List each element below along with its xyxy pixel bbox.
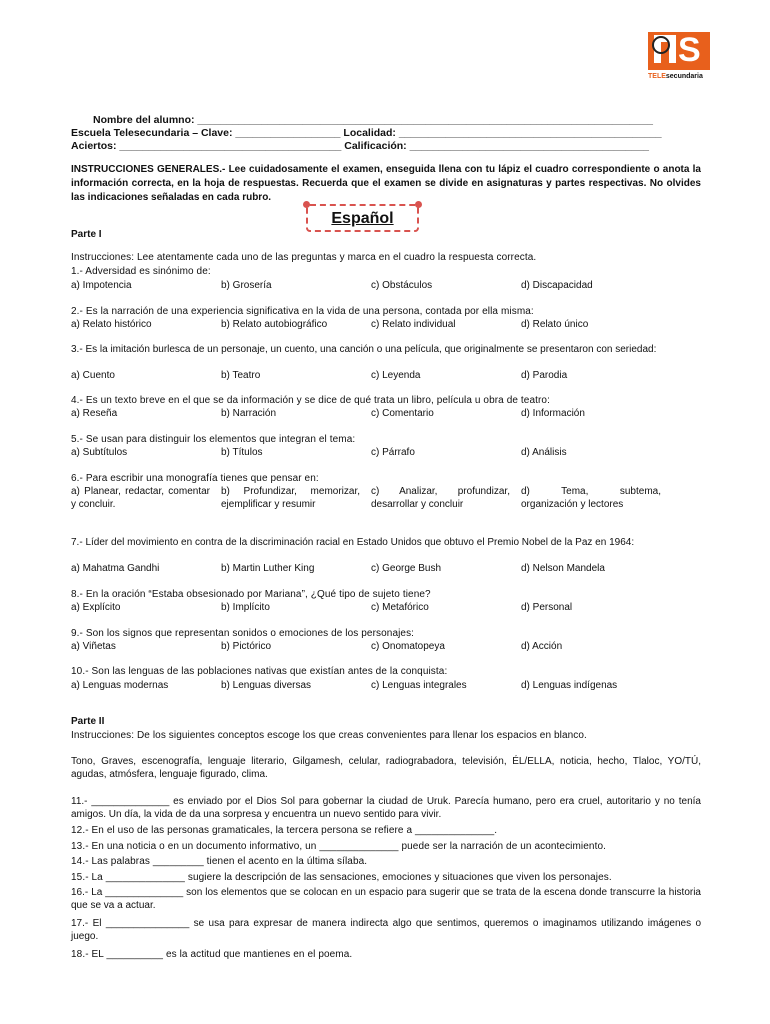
logo-label-tele: TELE — [648, 73, 666, 80]
logo-label — [648, 73, 703, 80]
q9-option-b[interactable]: b) Pictórico — [221, 641, 272, 652]
q2-option-b[interactable]: b) Relato autobiográfico — [221, 319, 328, 330]
q2-option-a[interactable]: a) Relato histórico — [71, 319, 152, 330]
q8-option-a[interactable]: a) Explícito — [71, 602, 121, 613]
logo-mark — [648, 32, 710, 70]
logo-s-letter: S — [678, 31, 701, 69]
q8-option-d[interactable]: d) Personal — [521, 602, 573, 613]
q9-option-c[interactable]: c) Onomatopeya — [371, 641, 445, 652]
q5-option-c[interactable]: c) Párrafo — [371, 447, 415, 458]
q2-option-c[interactable]: c) Relato individual — [371, 319, 456, 330]
q7-option-c[interactable]: c) George Bush — [371, 563, 442, 574]
part-1-title: Parte I — [71, 229, 102, 240]
q1-option-a[interactable]: a) Impotencia — [71, 280, 132, 291]
q9-option-d[interactable]: d) Acción — [521, 641, 563, 652]
item-14: 14.- Las palabras _________ tienen el acento en la última sílaba. — [71, 856, 368, 867]
general-instructions: INSTRUCCIONES GENERALES.- Lee cuidadosamente el examen, enseguida llena con tu lápiz el cuadro correspondiente o anota la información correcta, en la hoja de respuestas. Recuerda que el examen se divide en asignaturas y partes respectivas. No olvides las indicaciones señaladas en cada rubro. — [71, 164, 701, 203]
q6-option-b[interactable]: b) Profundizar, memorizar, ejemplificar y resumir — [221, 486, 360, 510]
logo-label-secundaria: secundaria — [665, 73, 703, 80]
q5-option-a[interactable]: a) Subtítulos — [71, 447, 128, 458]
q4-option-a[interactable]: a) Reseña — [71, 408, 118, 419]
part-2-title: Parte II — [71, 716, 105, 727]
item-11: 11.- ______________ es enviado por el Dios Sol para gobernar la ciudad de Uruk. Parecía humano, pero era cruel, autoritario y no tenía amigos. Un día, la vida de da una sorpresa y encuentra un nuevo sentido para vivir. — [71, 796, 701, 820]
question-4: 4.- Es un texto breve en el que se da información y se dice de qué trata un libro, película u obra de teatro: — [71, 395, 550, 406]
question-6: 6.- Para escribir una monografía tienes que pensar en: — [71, 473, 319, 484]
q6-option-c[interactable]: c) Analizar, profundizar, desarrollar y concluir — [371, 486, 510, 510]
q6-option-d[interactable]: d) Tema, subtema, organización y lectores — [521, 486, 661, 510]
q3-option-d[interactable]: d) Parodia — [521, 370, 568, 381]
question-2: 2.- Es la narración de una experiencia significativa en la vida de una persona, contada por ella misma: — [71, 306, 534, 317]
question-1: 1.- Adversidad es sinónimo de: — [71, 266, 211, 277]
item-12: 12.- En el uso de las personas gramaticales, la tercera persona se refiere a ______________. — [71, 825, 498, 836]
q8-option-c[interactable]: c) Metafórico — [371, 602, 429, 613]
q7-option-d[interactable]: d) Nelson Mandela — [521, 563, 605, 574]
logo-ring-icon — [652, 36, 670, 54]
question-8: 8.- En la oración “Estaba obsesionado por Mariana”, ¿Qué tipo de sujeto tiene? — [71, 589, 431, 600]
q6-option-a[interactable]: a) Planear, redactar, comentar y concluir. — [71, 486, 210, 510]
q10-option-d[interactable]: d) Lenguas indígenas — [521, 680, 618, 691]
corner-dot-icon — [415, 201, 422, 208]
q8-option-b[interactable]: b) Implícito — [221, 602, 270, 613]
q2-option-d[interactable]: d) Relato único — [521, 319, 589, 330]
q4-option-c[interactable]: c) Comentario — [371, 408, 434, 419]
concept-list: Tono, Graves, escenografía, lenguaje literario, Gilgamesh, celular, radiograbadora, televisión, ÉL/ELLA, noticia, hecho, Tlaloc, YO/TÚ, agudas, atmósfera, lenguaje figurado, clima. — [71, 756, 701, 780]
school-field: Escuela Telesecundaria – Clave: __________________ Localidad: _____________________________________________ — [71, 127, 662, 139]
q7-option-a[interactable]: a) Mahatma Gandhi — [71, 563, 160, 574]
item-13: 13.- En una noticia o en un documento informativo, un ______________ puede ser la narración de un acontecimiento. — [71, 841, 606, 852]
question-5: 5.- Se usan para distinguir los elementos que integran el tema: — [71, 434, 356, 445]
question-3: 3.- Es la imitación burlesca de un personaje, un cuento, una canción o una película, que originalmente se presentaron con seriedad: — [71, 344, 657, 355]
item-18: 18.- EL __________ es la actitud que mantienes en el poema. — [71, 949, 353, 960]
q10-option-b[interactable]: b) Lenguas diversas — [221, 680, 312, 691]
q9-option-a[interactable]: a) Viñetas — [71, 641, 116, 652]
q5-option-b[interactable]: b) Títulos — [221, 447, 263, 458]
q5-option-d[interactable]: d) Análisis — [521, 447, 567, 458]
aciertos-field: Aciertos: ______________________________________ Calificación: _________________________________________ — [71, 140, 650, 152]
q7-option-b[interactable]: b) Martin Luther King — [221, 563, 315, 574]
q3-option-a[interactable]: a) Cuento — [71, 370, 115, 381]
q4-option-b[interactable]: b) Narración — [221, 408, 277, 419]
q1-option-c[interactable]: c) Obstáculos — [371, 280, 433, 291]
question-9: 9.- Son los signos que representan sonidos o emociones de los personajes: — [71, 628, 415, 639]
question-7: 7.- Líder del movimiento en contra de la discriminación racial en Estado Unidos que obtuvo el Premio Nobel de la Paz en 1964: — [71, 537, 635, 548]
q3-option-c[interactable]: c) Leyenda — [371, 370, 421, 381]
corner-dot-icon — [303, 201, 310, 208]
item-15: 15.- La ______________ sugiere la descripción de las sensaciones, emociones y situaciones que viven los personajes. — [71, 872, 612, 883]
q1-option-b[interactable]: b) Grosería — [221, 280, 272, 291]
subject-title: Español — [331, 210, 394, 227]
item-16: 16.- La ______________ son los elementos que se colocan en un espacio para sugerir que se trata de la escena donde transcurre la historia que se va a actuar. — [71, 887, 701, 911]
part-1-instructions: Instrucciones: Lee atentamente cada uno de las preguntas y marca en el cuadro la respuesta correcta. — [71, 252, 537, 263]
q1-option-d[interactable]: d) Discapacidad — [521, 280, 593, 291]
question-10: 10.- Son las lenguas de las poblaciones nativas que existían antes de la conquista: — [71, 666, 448, 677]
q10-option-a[interactable]: a) Lenguas modernas — [71, 680, 169, 691]
item-17: 17.- El _______________ se usa para expresar de manera indirecta algo que sentimos, queremos o imaginamos utilizando imágenes o juego. — [71, 918, 701, 942]
student-name-field: Nombre del alumno: ______________________________________________________________________________ — [93, 114, 653, 126]
q10-option-c[interactable]: c) Lenguas integrales — [371, 680, 467, 691]
telesecundaria-logo — [648, 32, 712, 84]
q4-option-d[interactable]: d) Información — [521, 408, 585, 419]
subject-box — [306, 204, 419, 232]
part-2-instructions: Instrucciones: De los siguientes conceptos escoge los que creas convenientes para llenar los espacios en blanco. — [71, 730, 587, 741]
q3-option-b[interactable]: b) Teatro — [221, 370, 261, 381]
